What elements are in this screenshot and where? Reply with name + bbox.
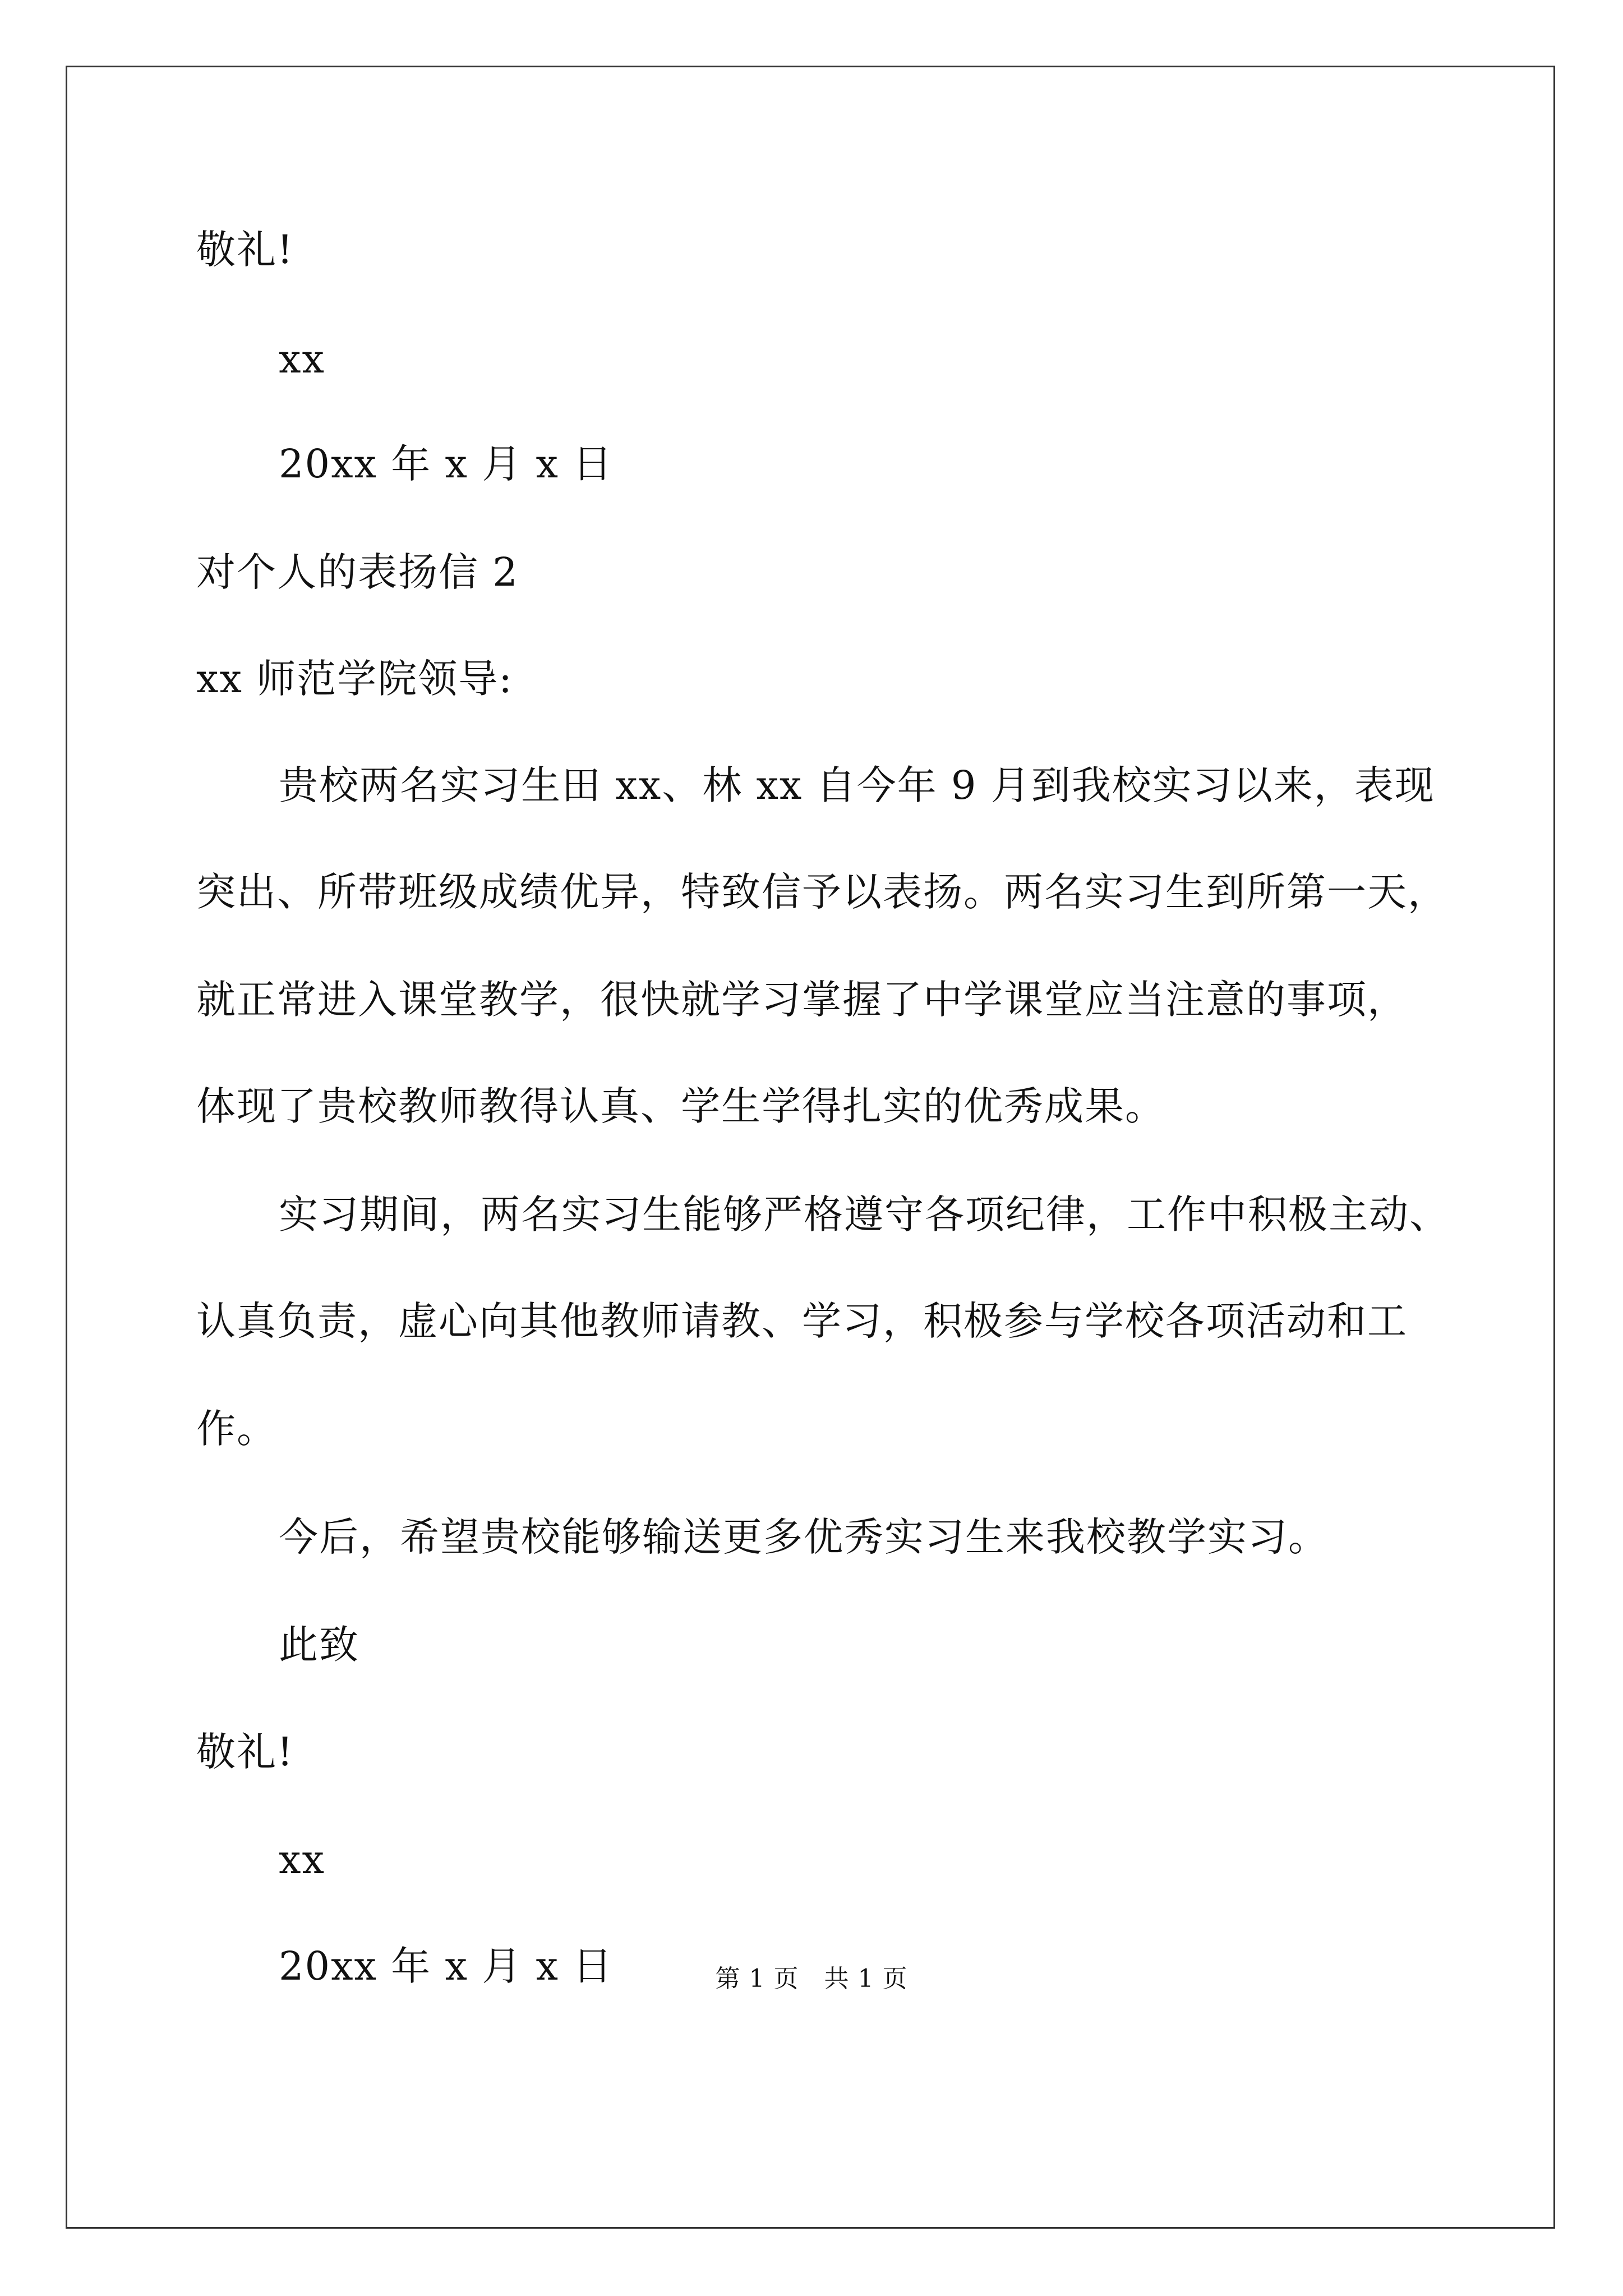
paragraph-line: 今后，希望贵校能够输送更多优秀实习生来我校教学实习。 <box>279 1514 1329 1560</box>
closing-salute: 敬礼! <box>196 227 294 273</box>
paragraph-line: 贵校两名实习生田 xx、林 xx 自今年 9 月到我校实习以来，表现 <box>279 762 1435 808</box>
signature-name: xx <box>279 336 325 382</box>
section-title: 对个人的表扬信 2 <box>196 549 519 595</box>
closing-phrase: 此致 <box>279 1622 359 1668</box>
signature-name: xx <box>279 1837 325 1883</box>
page-footer: 第 1 页 共 1 页 <box>715 1964 908 1993</box>
paragraph-line: 作。 <box>196 1406 277 1452</box>
paragraph-line: 突出、所带班级成绩优异，特致信予以表扬。两名实习生到所第一天， <box>196 869 1448 915</box>
paragraph-line: 实习期间，两名实习生能够严格遵守各项纪律，工作中积极主动、 <box>279 1191 1450 1237</box>
signature-date: 20xx 年 x 月 x 日 <box>279 441 614 487</box>
paragraph-line: 认真负责，虚心向其他教师请教、学习，积极参与学校各项活动和工 <box>196 1298 1408 1344</box>
paragraph-line: 就正常进入课堂教学，很快就学习掌握了中学课堂应当注意的事项， <box>196 977 1408 1023</box>
paragraph-line: 体现了贵校教师教得认真、学生学得扎实的优秀成果。 <box>196 1083 1165 1129</box>
closing-salute: 敬礼! <box>196 1729 294 1775</box>
page-border <box>66 66 1555 2229</box>
salutation: xx 师范学院领导: <box>196 656 513 702</box>
signature-date: 20xx 年 x 月 x 日 <box>279 1943 614 1989</box>
